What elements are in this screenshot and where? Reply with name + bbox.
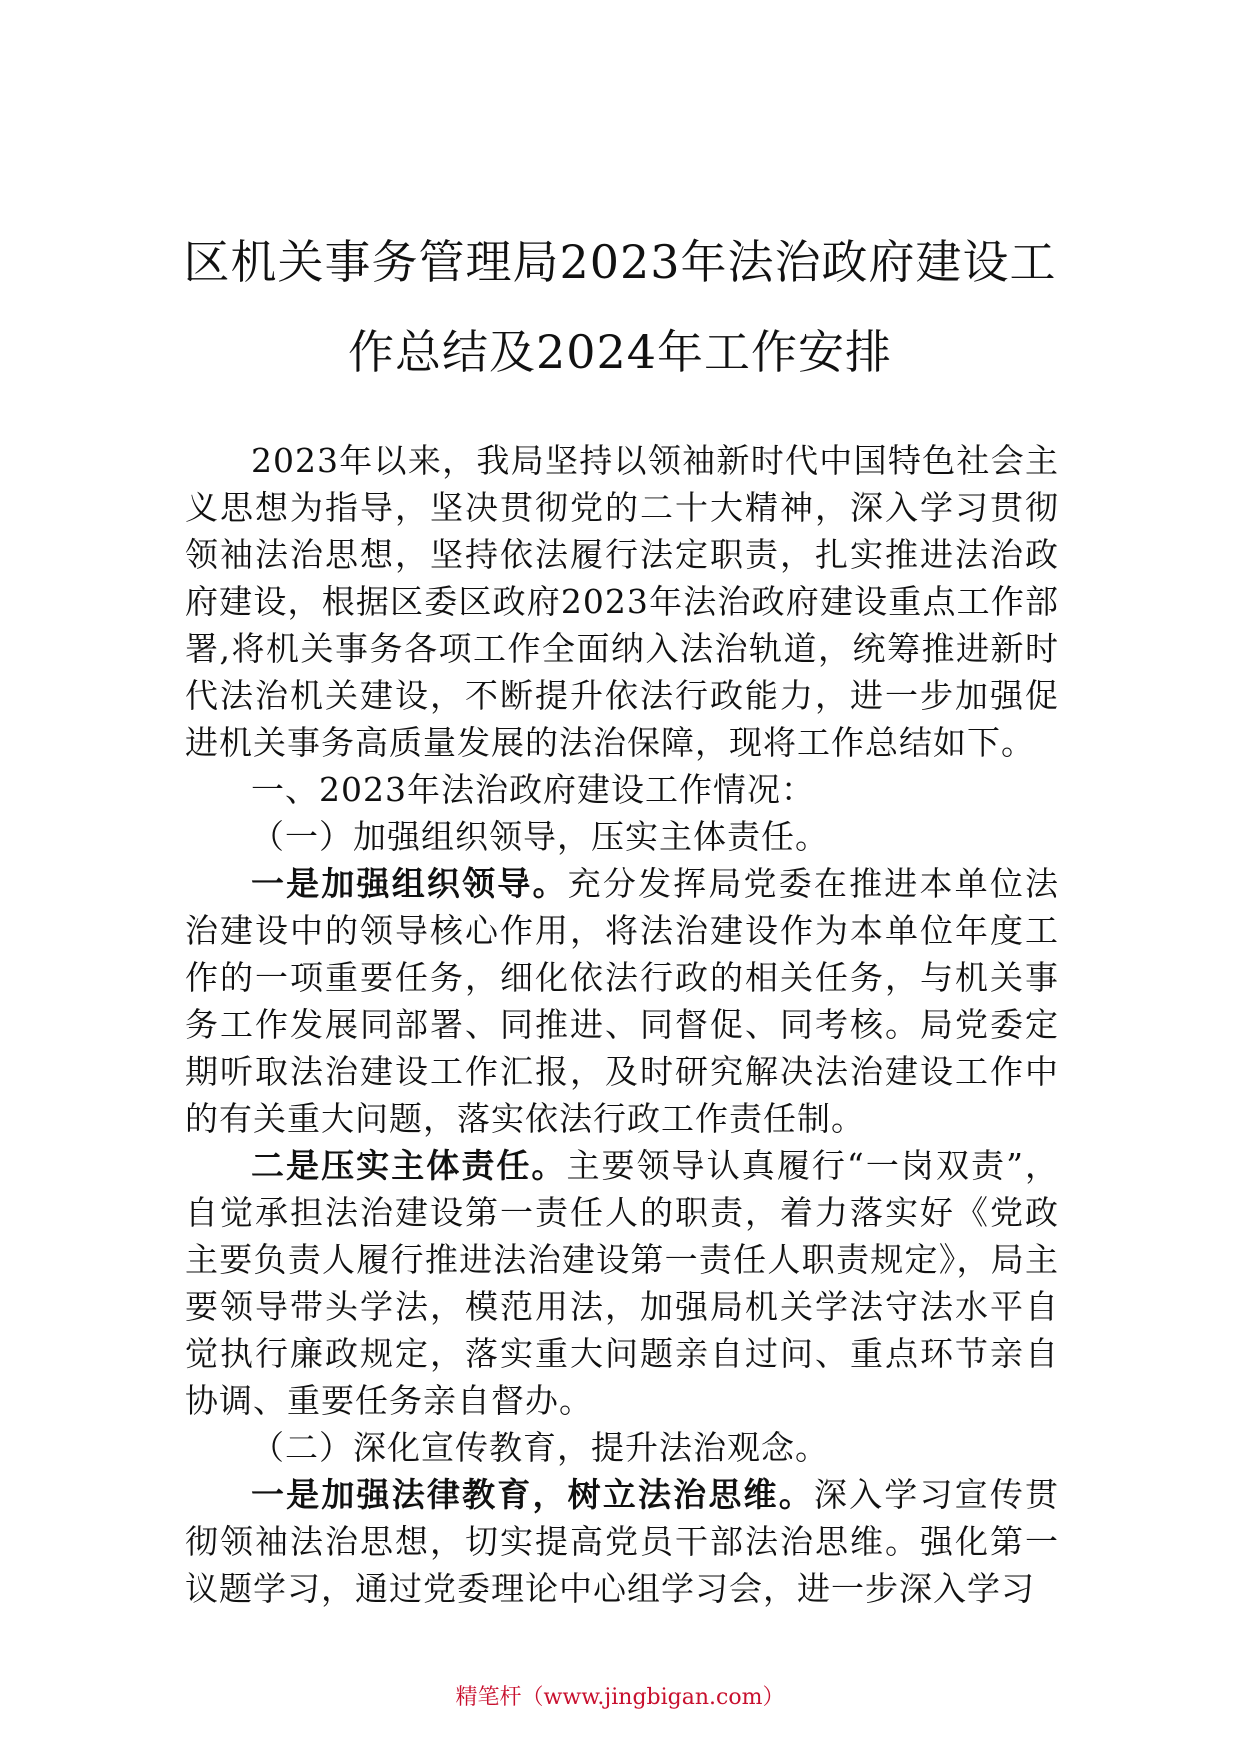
document-title-line-1: 区机关事务管理局2023年法治政府建设工 bbox=[183, 235, 1057, 289]
footer-watermark: 精笔杆（www.jingbigan.com） bbox=[455, 1685, 785, 1710]
paragraph-text: 一、2023年法治政府建设工作情况： bbox=[251, 770, 815, 809]
paragraph-organization-leadership bbox=[185, 860, 1059, 1142]
paragraph-intro bbox=[185, 437, 1059, 766]
paragraph-main-responsibility bbox=[185, 1142, 1059, 1424]
paragraph-lead: 一是加强法律教育，树立法治思维。 bbox=[251, 1475, 814, 1514]
subsection-heading-2 bbox=[185, 1424, 1059, 1471]
paragraph-lead: 二是压实主体责任。 bbox=[251, 1146, 567, 1185]
paragraph-text: 深入学习宣传贯彻领袖法治思想，切实提高党员干部法治思维。强化第一议题学习，通过党委理论中心组学习会，进一步深入学习 bbox=[185, 1475, 1060, 1608]
paragraph-text: 主要领导认真履行“一岗双责”，自觉承担法治建设第一责任人的职责，着力落实好《党政主要负责人履行推进法治建设第一责任人职责规定》，局主要领导带头学法，模范用法，加强局机关学法守法水平自觉执行廉政规定，落实重大问题亲自过问、重点环节亲自协调、重要任务亲自督办。 bbox=[185, 1146, 1060, 1420]
paragraph-text: 2023年以来，我局坚持以领袖新时代中国特色社会主义思想为指导，坚决贯彻党的二十大精神，深入学习贯彻领袖法治思想，坚持依法履行法定职责，扎实推进法治政府建设，根据区委区政府2023年法治政府建设重点工作部署,将机关事务各项工作全面纳入法治轨道，统筹推进新时代法治机关建设，不断提升依法行政能力，进一步加强促进机关事务高质量发展的法治保障，现将工作总结如下。 bbox=[185, 441, 1059, 762]
paragraph-text: （一）加强组织领导，压实主体责任。 bbox=[251, 817, 829, 856]
paragraph-text: 充分发挥局党委在推进本单位法治建设中的领导核心作用，将法治建设作为本单位年度工作的一项重要任务，细化依法行政的相关任务，与机关事务工作发展同部署、同推进、同督促、同考核。局党委定期听取法治建设工作汇报，及时研究解决法治建设工作中的有关重大问题，落实依法行政工作责任制。 bbox=[185, 864, 1060, 1138]
document-title-line-2: 作总结及2024年工作安排 bbox=[347, 325, 893, 379]
document-body bbox=[185, 437, 1059, 1612]
subsection-heading-1 bbox=[185, 813, 1059, 860]
paragraph-text: （二）深化宣传教育，提升法治观念。 bbox=[251, 1428, 829, 1467]
paragraph-legal-education bbox=[185, 1471, 1059, 1612]
section-heading-1 bbox=[185, 766, 1059, 813]
paragraph-lead: 一是加强组织领导。 bbox=[251, 864, 568, 903]
